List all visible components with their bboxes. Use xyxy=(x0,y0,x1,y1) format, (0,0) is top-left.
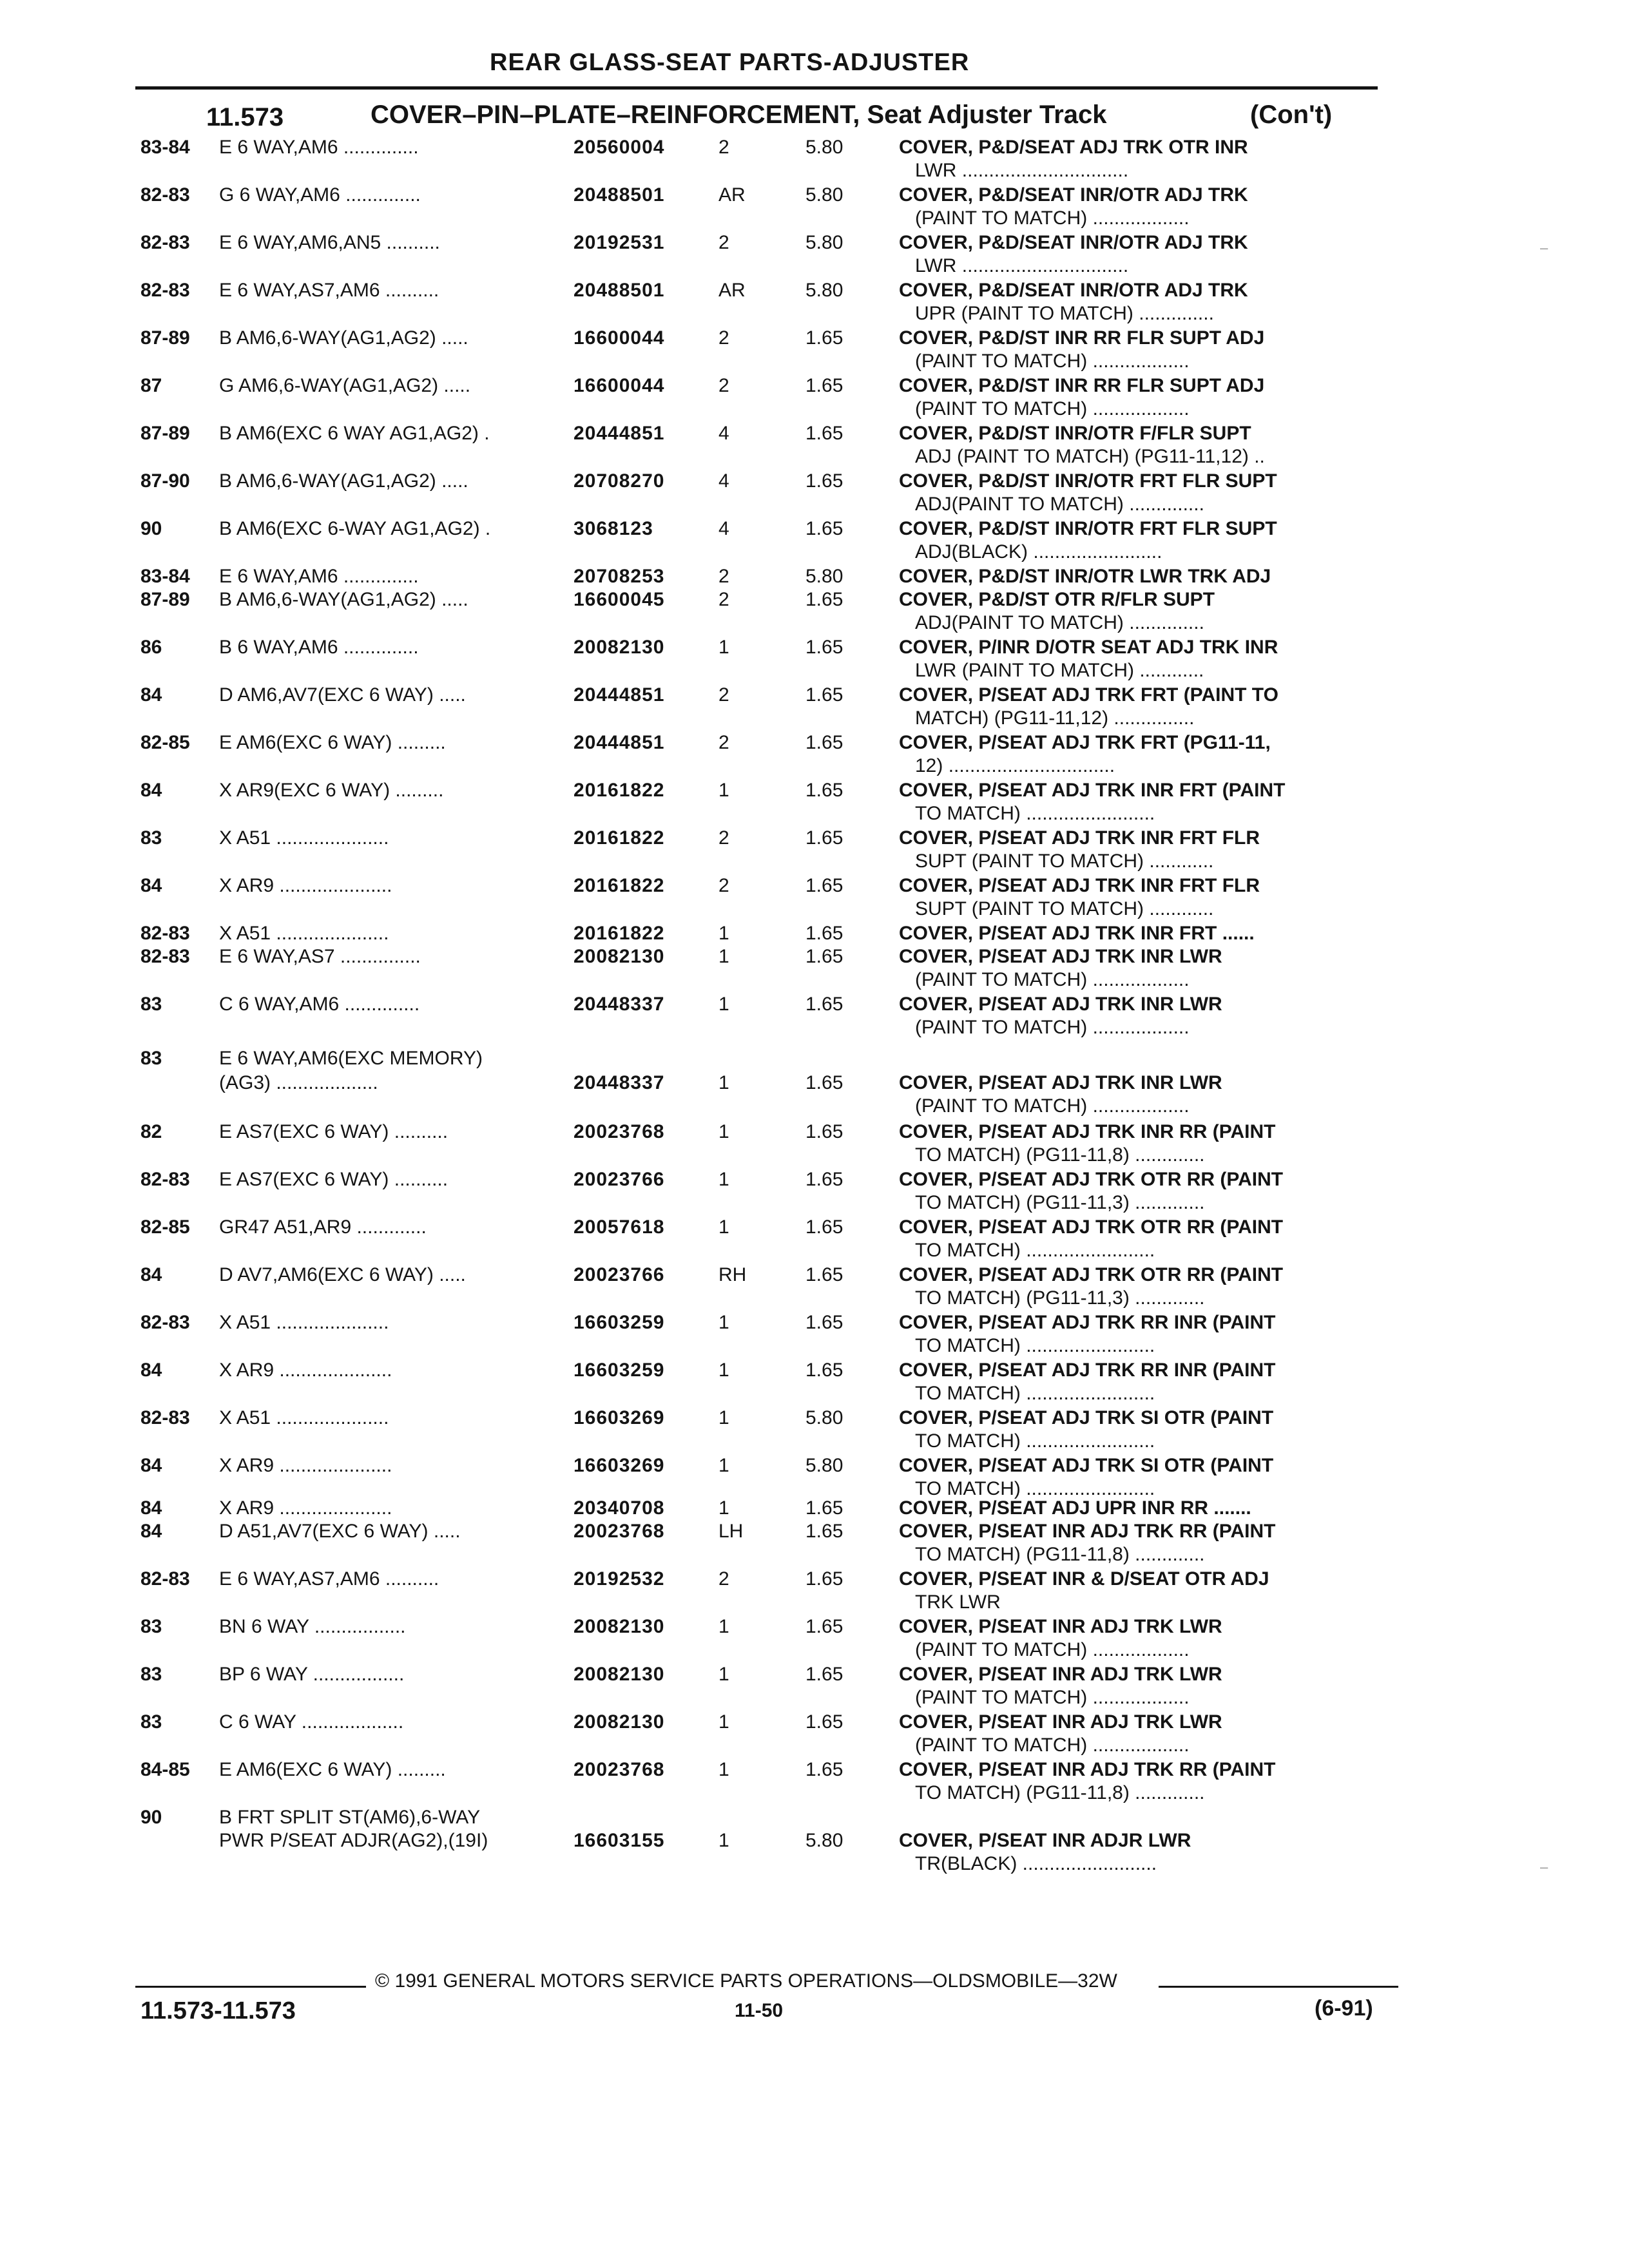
row-year: 83-84 xyxy=(140,137,190,158)
row-quantity: 2 xyxy=(718,137,729,158)
row-year: 90 xyxy=(140,518,162,539)
row-description: COVER, P/SEAT ADJ TRK INR FRT (PAINT xyxy=(899,780,1286,801)
row-description: COVER, P/SEAT ADJ TRK OTR RR (PAINT xyxy=(899,1264,1284,1285)
row-model: E 6 WAY,AM6 .............. xyxy=(219,137,419,158)
row-model: D AV7,AM6(EXC 6 WAY) ..... xyxy=(219,1264,466,1285)
row-year: 84 xyxy=(140,780,162,801)
row-year: 84 xyxy=(140,1521,162,1542)
row-model: E 6 WAY,AM6(EXC MEMORY) xyxy=(219,1048,483,1069)
row-model: C 6 WAY ................... xyxy=(219,1711,404,1733)
row-description: COVER, P&D/ST INR/OTR LWR TRK ADJ xyxy=(899,566,1271,587)
row-price: 5.80 xyxy=(805,232,843,253)
row-description: COVER, P/SEAT ADJ TRK INR LWR xyxy=(899,1072,1222,1093)
row-description-cont: (PAINT TO MATCH) .................. xyxy=(915,398,1190,419)
row-description: COVER, P&D/ST INR/OTR FRT FLR SUPT xyxy=(899,470,1277,492)
row-description: COVER, P/SEAT INR ADJ TRK LWR xyxy=(899,1664,1222,1685)
row-description-cont: TO MATCH) (PG11-11,3) ............. xyxy=(915,1287,1205,1309)
row-year: 84 xyxy=(140,684,162,706)
row-description-cont: TRK LWR xyxy=(915,1591,1001,1613)
row-description-cont: LWR ............................... xyxy=(915,160,1129,181)
row-part-number: 20488501 xyxy=(574,280,665,301)
footer-rule-left xyxy=(135,1986,366,1988)
row-price: 1.65 xyxy=(805,1360,843,1381)
row-description-cont: LWR ............................... xyxy=(915,255,1129,276)
row-quantity: 1 xyxy=(718,1072,729,1093)
section-number: 11.573 xyxy=(206,103,284,131)
row-year: 82-83 xyxy=(140,1407,190,1428)
row-price: 5.80 xyxy=(805,184,843,206)
row-model: D AM6,AV7(EXC 6 WAY) ..... xyxy=(219,684,466,706)
row-part-number: 20082130 xyxy=(574,1616,665,1637)
row-quantity: AR xyxy=(718,280,746,301)
row-price: 1.65 xyxy=(805,1664,843,1685)
row-quantity: 1 xyxy=(718,1497,729,1519)
row-price: 5.80 xyxy=(805,566,843,587)
row-quantity: 1 xyxy=(718,1830,729,1851)
row-model: E 6 WAY,AM6,AN5 .......... xyxy=(219,232,440,253)
row-price: 1.65 xyxy=(805,1497,843,1519)
row-model: G AM6,6-WAY(AG1,AG2) ..... xyxy=(219,375,471,396)
row-description: COVER, P/SEAT INR ADJ TRK LWR xyxy=(899,1711,1222,1733)
row-model: B 6 WAY,AM6 .............. xyxy=(219,637,419,658)
row-quantity: 1 xyxy=(718,780,729,801)
row-year: 83 xyxy=(140,827,162,849)
row-quantity: 2 xyxy=(718,875,729,896)
row-description: COVER, P/SEAT ADJ UPR INR RR ....... xyxy=(899,1497,1251,1519)
margin-mark: – xyxy=(1540,1859,1548,1875)
page-title: REAR GLASS-SEAT PARTS-ADJUSTER xyxy=(490,49,970,76)
row-description: COVER, P/SEAT ADJ TRK FRT (PAINT TO xyxy=(899,684,1278,706)
row-quantity: 1 xyxy=(718,637,729,658)
row-part-number: 20023768 xyxy=(574,1759,665,1780)
row-year: 90 xyxy=(140,1807,162,1828)
row-description-cont: TR(BLACK) ......................... xyxy=(915,1853,1157,1874)
row-description-cont: UPR (PAINT TO MATCH) .............. xyxy=(915,303,1214,324)
row-description: COVER, P/SEAT ADJ TRK RR INR (PAINT xyxy=(899,1360,1276,1381)
row-year: 83-84 xyxy=(140,566,190,587)
row-description: COVER, P/SEAT ADJ TRK SI OTR (PAINT xyxy=(899,1455,1274,1476)
footer-section-range: 11.573-11.573 xyxy=(140,1997,296,2024)
row-description: COVER, P&D/ST OTR R/FLR SUPT xyxy=(899,589,1215,610)
row-model: B AM6(EXC 6-WAY AG1,AG2) . xyxy=(219,518,491,539)
row-description: COVER, P/SEAT ADJ TRK INR FRT FLR xyxy=(899,827,1260,849)
row-description-cont: TO MATCH) ........................ xyxy=(915,1240,1155,1261)
row-model: B AM6,6-WAY(AG1,AG2) ..... xyxy=(219,470,468,492)
row-description: COVER, P/SEAT ADJ TRK INR FRT FLR xyxy=(899,875,1260,896)
row-year: 82-85 xyxy=(140,732,190,753)
row-year: 87-90 xyxy=(140,470,190,492)
row-part-number: 20023766 xyxy=(574,1264,665,1285)
row-price: 1.65 xyxy=(805,827,843,849)
row-description-cont: (PAINT TO MATCH) .................. xyxy=(915,1735,1190,1756)
row-part-number: 20023768 xyxy=(574,1121,665,1142)
row-description-cont: TO MATCH) (PG11-11,3) ............. xyxy=(915,1192,1205,1213)
row-quantity: 1 xyxy=(718,1169,729,1190)
row-price: 1.65 xyxy=(805,1072,843,1093)
row-description-cont: ADJ(PAINT TO MATCH) .............. xyxy=(915,612,1204,633)
row-price: 1.65 xyxy=(805,423,843,444)
row-price: 1.65 xyxy=(805,732,843,753)
row-part-number: 16603155 xyxy=(574,1830,665,1851)
row-description-cont: ADJ(PAINT TO MATCH) .............. xyxy=(915,494,1204,515)
header-rule xyxy=(135,86,1378,90)
row-part-number: 20161822 xyxy=(574,780,665,801)
row-quantity: 1 xyxy=(718,1759,729,1780)
row-quantity: 2 xyxy=(718,732,729,753)
row-description-cont: TO MATCH) ........................ xyxy=(915,803,1155,824)
row-price: 1.65 xyxy=(805,780,843,801)
row-price: 1.65 xyxy=(805,994,843,1015)
row-quantity: 4 xyxy=(718,423,729,444)
row-quantity: 2 xyxy=(718,827,729,849)
row-part-number: 20448337 xyxy=(574,994,665,1015)
row-part-number: 20560004 xyxy=(574,137,665,158)
row-quantity: 1 xyxy=(718,1121,729,1142)
row-part-number: 20057618 xyxy=(574,1216,665,1238)
row-description-cont: TO MATCH) (PG11-11,8) ............. xyxy=(915,1782,1205,1803)
row-part-number: 20708253 xyxy=(574,566,665,587)
section-title: COVER–PIN–PLATE–REINFORCEMENT, Seat Adjuster Track xyxy=(371,101,1107,129)
row-quantity: 1 xyxy=(718,1455,729,1476)
row-model: E 6 WAY,AS7 ............... xyxy=(219,946,421,967)
row-model: (AG3) ................... xyxy=(219,1072,378,1093)
row-part-number: 20444851 xyxy=(574,684,665,706)
row-description: COVER, P/SEAT ADJ TRK OTR RR (PAINT xyxy=(899,1169,1284,1190)
row-part-number: 20444851 xyxy=(574,423,665,444)
row-year: 82-83 xyxy=(140,1568,190,1590)
row-year: 87-89 xyxy=(140,589,190,610)
row-quantity: 4 xyxy=(718,470,729,492)
row-description-cont: SUPT (PAINT TO MATCH) ............ xyxy=(915,850,1214,872)
row-description-cont: (PAINT TO MATCH) .................. xyxy=(915,207,1190,229)
row-year: 83 xyxy=(140,1711,162,1733)
row-year: 82 xyxy=(140,1121,162,1142)
row-part-number: 20161822 xyxy=(574,875,665,896)
row-description: COVER, P&D/ST INR RR FLR SUPT ADJ xyxy=(899,327,1265,349)
footer-revision: (6-91) xyxy=(1315,1996,1373,2021)
row-part-number: 20444851 xyxy=(574,732,665,753)
row-description-cont: LWR (PAINT TO MATCH) ............ xyxy=(915,660,1204,681)
row-model: BN 6 WAY ................. xyxy=(219,1616,406,1637)
row-description: COVER, P&D/SEAT INR/OTR ADJ TRK xyxy=(899,184,1248,206)
row-description-cont: (PAINT TO MATCH) .................. xyxy=(915,351,1190,372)
row-model: X AR9 ..................... xyxy=(219,1455,392,1476)
margin-mark: – xyxy=(1540,240,1548,256)
row-year: 82-83 xyxy=(140,1169,190,1190)
row-price: 1.65 xyxy=(805,1711,843,1733)
row-description-cont: TO MATCH) ........................ xyxy=(915,1430,1155,1452)
row-year: 86 xyxy=(140,637,162,658)
row-description: COVER, P/SEAT ADJ TRK INR RR (PAINT xyxy=(899,1121,1276,1142)
row-year: 83 xyxy=(140,1664,162,1685)
row-description-cont: (PAINT TO MATCH) .................. xyxy=(915,969,1190,990)
row-price: 5.80 xyxy=(805,1830,843,1851)
row-description-cont: (PAINT TO MATCH) .................. xyxy=(915,1639,1190,1660)
row-part-number: 3068123 xyxy=(574,518,653,539)
row-quantity: 2 xyxy=(718,566,729,587)
row-model: E 6 WAY,AS7,AM6 .......... xyxy=(219,280,439,301)
row-year: 84 xyxy=(140,1264,162,1285)
row-model: E 6 WAY,AM6 .............. xyxy=(219,566,419,587)
row-quantity: 1 xyxy=(718,923,729,944)
row-year: 84 xyxy=(140,1455,162,1476)
row-description-cont: TO MATCH) ........................ xyxy=(915,1335,1155,1356)
row-price: 1.65 xyxy=(805,470,843,492)
row-price: 1.65 xyxy=(805,518,843,539)
row-year: 83 xyxy=(140,994,162,1015)
row-price: 1.65 xyxy=(805,1264,843,1285)
row-price: 1.65 xyxy=(805,684,843,706)
row-price: 1.65 xyxy=(805,637,843,658)
row-part-number: 20448337 xyxy=(574,1072,665,1093)
row-price: 1.65 xyxy=(805,589,843,610)
row-model: E AS7(EXC 6 WAY) .......... xyxy=(219,1169,448,1190)
row-price: 1.65 xyxy=(805,1759,843,1780)
row-part-number: 20488501 xyxy=(574,184,665,206)
row-price: 1.65 xyxy=(805,1216,843,1238)
row-quantity: 1 xyxy=(718,1711,729,1733)
row-price: 1.65 xyxy=(805,1169,843,1190)
row-description: COVER, P/SEAT ADJ TRK SI OTR (PAINT xyxy=(899,1407,1274,1428)
row-quantity: AR xyxy=(718,184,746,206)
row-model: X A51 ..................... xyxy=(219,827,389,849)
row-model: E AM6(EXC 6 WAY) ......... xyxy=(219,732,446,753)
row-price: 1.65 xyxy=(805,875,843,896)
row-description-cont: ADJ(BLACK) ........................ xyxy=(915,541,1162,562)
row-description: COVER, P/SEAT ADJ TRK INR FRT ...... xyxy=(899,923,1255,944)
row-model: E AM6(EXC 6 WAY) ......... xyxy=(219,1759,446,1780)
row-model: X AR9 ..................... xyxy=(219,1360,392,1381)
row-description-cont: TO MATCH) (PG11-11,8) ............. xyxy=(915,1544,1205,1565)
row-price: 1.65 xyxy=(805,375,843,396)
row-price: 1.65 xyxy=(805,327,843,349)
row-description: COVER, P/SEAT ADJ TRK OTR RR (PAINT xyxy=(899,1216,1284,1238)
row-part-number: 20082130 xyxy=(574,1664,665,1685)
row-quantity: 4 xyxy=(718,518,729,539)
row-year: 82-83 xyxy=(140,946,190,967)
row-price: 1.65 xyxy=(805,946,843,967)
row-price: 5.80 xyxy=(805,1407,843,1428)
row-model: BP 6 WAY ................. xyxy=(219,1664,405,1685)
row-quantity: 1 xyxy=(718,1616,729,1637)
row-part-number: 16600044 xyxy=(574,375,665,396)
row-year: 84-85 xyxy=(140,1759,190,1780)
row-description: COVER, P/SEAT ADJ TRK INR LWR xyxy=(899,994,1222,1015)
row-quantity: 2 xyxy=(718,684,729,706)
row-part-number: 16603269 xyxy=(574,1407,665,1428)
row-quantity: RH xyxy=(718,1264,747,1285)
row-quantity: 1 xyxy=(718,1312,729,1333)
row-price: 1.65 xyxy=(805,1568,843,1590)
row-description: COVER, P/SEAT INR & D/SEAT OTR ADJ xyxy=(899,1568,1269,1590)
row-part-number: 20161822 xyxy=(574,923,665,944)
row-part-number: 20192532 xyxy=(574,1568,665,1590)
row-description-cont: (PAINT TO MATCH) .................. xyxy=(915,1017,1190,1038)
row-year: 82-83 xyxy=(140,923,190,944)
row-quantity: 1 xyxy=(718,946,729,967)
row-description: COVER, P/SEAT ADJ TRK RR INR (PAINT xyxy=(899,1312,1276,1333)
row-price: 5.80 xyxy=(805,1455,843,1476)
row-year: 87-89 xyxy=(140,423,190,444)
row-year: 82-85 xyxy=(140,1216,190,1238)
row-quantity: 2 xyxy=(718,1568,729,1590)
row-price: 5.80 xyxy=(805,280,843,301)
row-description: COVER, P&D/SEAT INR/OTR ADJ TRK xyxy=(899,232,1248,253)
row-quantity: 2 xyxy=(718,327,729,349)
row-year: 83 xyxy=(140,1616,162,1637)
row-model: B AM6(EXC 6 WAY AG1,AG2) . xyxy=(219,423,490,444)
row-model: B AM6,6-WAY(AG1,AG2) ..... xyxy=(219,327,468,349)
row-description-cont: (PAINT TO MATCH) .................. xyxy=(915,1687,1190,1708)
row-quantity: 1 xyxy=(718,1664,729,1685)
row-description: COVER, P/SEAT INR ADJR LWR xyxy=(899,1830,1191,1851)
row-description: COVER, P&D/ST INR/OTR FRT FLR SUPT xyxy=(899,518,1277,539)
row-model: B FRT SPLIT ST(AM6),6-WAY xyxy=(219,1807,481,1828)
row-description-cont: 12) ............................... xyxy=(915,755,1115,776)
row-part-number: 20340708 xyxy=(574,1497,665,1519)
row-model: X A51 ..................... xyxy=(219,1407,389,1428)
row-quantity: 1 xyxy=(718,994,729,1015)
row-part-number: 20082130 xyxy=(574,1711,665,1733)
row-year: 84 xyxy=(140,875,162,896)
row-quantity: LH xyxy=(718,1521,744,1542)
row-quantity: 1 xyxy=(718,1360,729,1381)
row-year: 84 xyxy=(140,1360,162,1381)
row-year: 87 xyxy=(140,375,162,396)
row-quantity: 2 xyxy=(718,232,729,253)
footer-copyright: © 1991 GENERAL MOTORS SERVICE PARTS OPERATIONS—OLDSMOBILE—32W xyxy=(375,1970,1117,1992)
row-model: C 6 WAY,AM6 .............. xyxy=(219,994,420,1015)
row-price: 1.65 xyxy=(805,1312,843,1333)
row-part-number: 20082130 xyxy=(574,946,665,967)
row-price: 1.65 xyxy=(805,1121,843,1142)
row-price: 1.65 xyxy=(805,923,843,944)
row-model: X A51 ..................... xyxy=(219,923,389,944)
row-model: PWR P/SEAT ADJR(AG2),(19I) xyxy=(219,1830,488,1851)
row-year: 82-83 xyxy=(140,232,190,253)
row-model: X AR9(EXC 6 WAY) ......... xyxy=(219,780,444,801)
row-model: X AR9 ..................... xyxy=(219,1497,392,1519)
row-part-number: 20161822 xyxy=(574,827,665,849)
row-price: 1.65 xyxy=(805,1616,843,1637)
row-part-number: 20023768 xyxy=(574,1521,665,1542)
row-quantity: 2 xyxy=(718,375,729,396)
row-description-cont: MATCH) (PG11-11,12) ............... xyxy=(915,707,1195,729)
row-description: COVER, P/SEAT INR ADJ TRK LWR xyxy=(899,1616,1222,1637)
row-model: D A51,AV7(EXC 6 WAY) ..... xyxy=(219,1521,461,1542)
row-part-number: 16600045 xyxy=(574,589,665,610)
row-quantity: 1 xyxy=(718,1407,729,1428)
row-part-number: 16600044 xyxy=(574,327,665,349)
row-part-number: 16603259 xyxy=(574,1312,665,1333)
row-description-cont: (PAINT TO MATCH) .................. xyxy=(915,1095,1190,1117)
footer-page-number: 11-50 xyxy=(735,2000,784,2021)
row-part-number: 16603259 xyxy=(574,1360,665,1381)
row-model: G 6 WAY,AM6 .............. xyxy=(219,184,421,206)
section-continued-label: (Con't) xyxy=(1250,101,1333,129)
row-description: COVER, P&D/ST INR RR FLR SUPT ADJ xyxy=(899,375,1265,396)
row-description: COVER, P&D/SEAT ADJ TRK OTR INR xyxy=(899,137,1248,158)
row-price: 5.80 xyxy=(805,137,843,158)
row-model: E 6 WAY,AS7,AM6 .......... xyxy=(219,1568,439,1590)
row-model: X AR9 ..................... xyxy=(219,875,392,896)
row-part-number: 20192531 xyxy=(574,232,665,253)
row-description: COVER, P/SEAT INR ADJ TRK RR (PAINT xyxy=(899,1521,1276,1542)
row-part-number: 16603269 xyxy=(574,1455,665,1476)
row-description: COVER, P/INR D/OTR SEAT ADJ TRK INR xyxy=(899,637,1278,658)
row-quantity: 1 xyxy=(718,1216,729,1238)
row-description: COVER, P&D/SEAT INR/OTR ADJ TRK xyxy=(899,280,1248,301)
row-description: COVER, P/SEAT INR ADJ TRK RR (PAINT xyxy=(899,1759,1276,1780)
row-year: 83 xyxy=(140,1048,162,1069)
row-quantity: 2 xyxy=(718,589,729,610)
footer-rule-right xyxy=(1159,1986,1398,1988)
row-description-cont: TO MATCH) (PG11-11,8) ............. xyxy=(915,1144,1205,1166)
row-description: COVER, P&D/ST INR/OTR F/FLR SUPT xyxy=(899,423,1251,444)
row-description: COVER, P/SEAT ADJ TRK FRT (PG11-11, xyxy=(899,732,1271,753)
row-year: 82-83 xyxy=(140,280,190,301)
row-year: 82-83 xyxy=(140,184,190,206)
row-year: 82-83 xyxy=(140,1312,190,1333)
row-part-number: 20708270 xyxy=(574,470,665,492)
row-year: 87-89 xyxy=(140,327,190,349)
row-model: E AS7(EXC 6 WAY) .......... xyxy=(219,1121,448,1142)
row-description-cont: SUPT (PAINT TO MATCH) ............ xyxy=(915,898,1214,919)
row-description: COVER, P/SEAT ADJ TRK INR LWR xyxy=(899,946,1222,967)
row-description-cont: ADJ (PAINT TO MATCH) (PG11-11,12) .. xyxy=(915,446,1265,467)
row-description-cont: TO MATCH) ........................ xyxy=(915,1478,1155,1499)
row-model: X A51 ..................... xyxy=(219,1312,389,1333)
row-model: B AM6,6-WAY(AG1,AG2) ..... xyxy=(219,589,468,610)
row-part-number: 20023766 xyxy=(574,1169,665,1190)
row-year: 84 xyxy=(140,1497,162,1519)
row-model: GR47 A51,AR9 ............. xyxy=(219,1216,427,1238)
row-part-number: 20082130 xyxy=(574,637,665,658)
row-price: 1.65 xyxy=(805,1521,843,1542)
row-description-cont: TO MATCH) ........................ xyxy=(915,1383,1155,1404)
